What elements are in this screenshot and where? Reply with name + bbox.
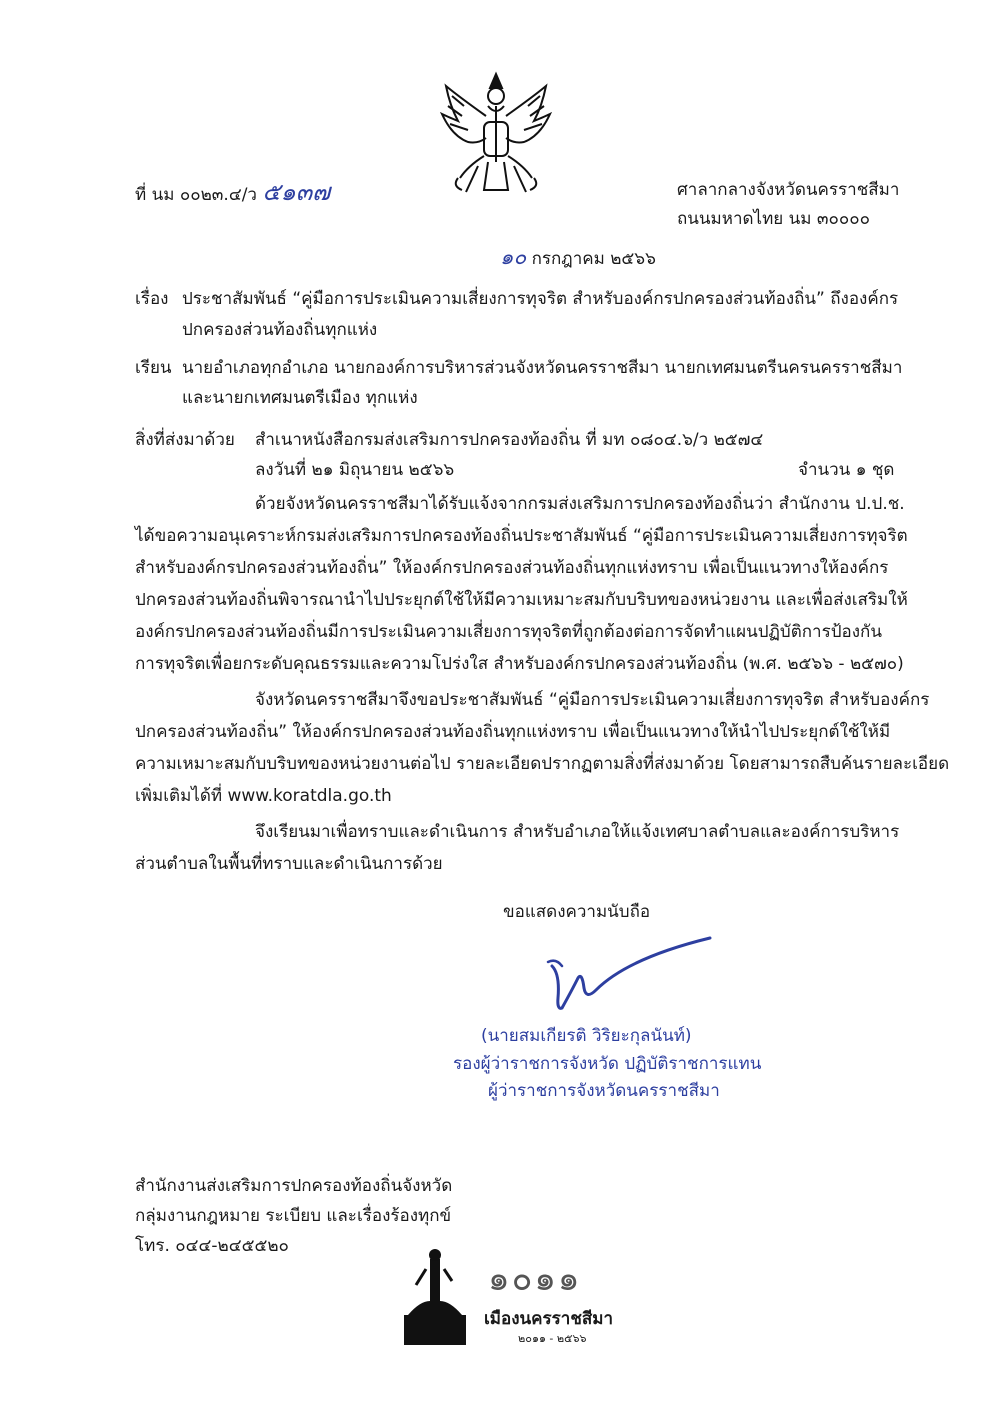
footer-division: กลุ่มงานกฎหมาย ระเบียบ และเรื่องร้องทุกข์ — [135, 1206, 452, 1226]
logo-city-name: เมืองนครราชสีมา — [484, 1309, 613, 1329]
reference-handwritten-number: ๕๑๓๗ — [262, 178, 331, 206]
enclosure-line-1: สำเนาหนังสือกรมส่งเสริมการปกครองท้องถิ่น ที่ มท ๐๘๐๔.๖/ว ๒๕๗๔ — [255, 430, 764, 450]
recipient-label: เรียน — [135, 358, 172, 378]
date-day-handwritten: ๑๐ — [500, 245, 527, 269]
subject-line-1: ประชาสัมพันธ์ “คู่มือการประเมินความเสี่ยงการทุจริต สำหรับองค์กรปกครองส่วนท้องถิ่น” ถึงองค์กร — [182, 289, 899, 309]
enclosure-label: สิ่งที่ส่งมาด้วย — [135, 430, 235, 450]
body-line: สำหรับองค์กรปกครองส่วนท้องถิ่น” ให้องค์กรปกครองส่วนท้องถิ่นทุกแห่งทราบ เพื่อเป็นแนวทางให้องค์กร — [135, 558, 889, 578]
signature-icon — [538, 928, 728, 1018]
logo-years: ๒๐๑๑ - ๒๕๖๖ — [518, 1332, 587, 1345]
address-line-2: ถนนมหาดไทย นม ๓๐๐๐๐ — [677, 209, 871, 229]
logo-script-text: ๑๐๑๑ — [488, 1259, 582, 1299]
body-line: ได้ขอความอนุเคราะห์กรมส่งเสริมการปกครองท้องถิ่นประชาสัมพันธ์ “คู่มือการประเมินความเสี่ยงการทุจริต — [135, 526, 908, 546]
body-line: ความเหมาะสมกับบริบทของหน่วยงานต่อไป รายละเอียดปรากฏตามสิ่งที่ส่งมาด้วย โดยสามารถสืบค้นรายละเอียด — [135, 754, 950, 774]
subject-label: เรื่อง — [135, 289, 169, 309]
body-line: องค์กรปกครองส่วนท้องถิ่นมีการประเมินความเสี่ยงการทุจริตที่ถูกต้องต่อการจัดทำแผนปฏิบัติการป้องกัน — [135, 622, 882, 642]
body-line: ปกครองส่วนท้องถิ่น” ให้องค์กรปกครองส่วนท้องถิ่นทุกแห่งทราบ เพื่อเป็นแนวทางให้นำไปประยุกต์ใช้ให้มี — [135, 722, 891, 742]
monument-icon — [400, 1245, 470, 1350]
signatory-title-1: รองผู้ว่าราชการจังหวัด ปฏิบัติราชการแทน — [453, 1054, 762, 1074]
garuda-emblem-icon — [438, 66, 554, 198]
closing-text: ขอแสดงความนับถือ — [503, 902, 651, 922]
signatory-title-2: ผู้ว่าราชการจังหวัดนครราชสีมา — [488, 1081, 720, 1101]
reference-number — [135, 172, 330, 211]
enclosure-count: จำนวน ๑ ชุด — [798, 460, 895, 480]
body-line: จึงเรียนมาเพื่อทราบและดำเนินการ สำหรับอำเภอให้แจ้งเทศบาลตำบลและองค์การบริหาร — [255, 822, 900, 842]
footer-office: สำนักงานส่งเสริมการปกครองท้องถิ่นจังหวัด — [135, 1176, 453, 1196]
body-line: การทุจริตเพื่อยกระดับคุณธรรมและความโปร่งใส สำหรับองค์กรปกครองส่วนท้องถิ่น (พ.ศ. ๒๕๖๖ - ๒๕๗๐) — [135, 654, 904, 674]
recipient-line-2: และนายกเทศมนตรีเมือง ทุกแห่ง — [182, 388, 418, 408]
footer-phone: โทร. ๐๔๔-๒๔๕๕๒๐ — [135, 1236, 289, 1256]
enclosure-line-2: ลงวันที่ ๒๑ มิถุนายน ๒๕๖๖ — [255, 460, 455, 480]
date-month-year: กรกฎาคม ๒๕๖๖ — [531, 249, 656, 269]
subject-line-2: ปกครองส่วนท้องถิ่นทุกแห่ง — [182, 320, 378, 340]
body-line: ปกครองส่วนท้องถิ่นพิจารณานำไปประยุกต์ใช้ให้มีความเหมาะสมกับบริบทของหน่วยงาน และเพื่อส่งเสริมให้ — [135, 590, 908, 610]
recipient-line-1: นายอำเภอทุกอำเภอ นายกองค์การบริหารส่วนจังหวัดนครราชสีมา นายกเทศมนตรีนครนครราชสีมา — [182, 358, 903, 378]
body-line: เพิ่มเติมได้ที่ www.koratdla.go.th — [135, 786, 392, 806]
address-line-1: ศาลากลางจังหวัดนครราชสีมา — [677, 180, 900, 200]
body-line: จังหวัดนครราชสีมาจึงขอประชาสัมพันธ์ “คู่มือการประเมินความเสี่ยงการทุจริต สำหรับองค์กร — [255, 690, 930, 710]
signatory-name: (นายสมเกียรติ วิริยะกุลนันท์) — [481, 1026, 692, 1046]
body-line: ส่วนตำบลในพื้นที่ทราบและดำเนินการด้วย — [135, 854, 443, 874]
body-line: ด้วยจังหวัดนครราชสีมาได้รับแจ้งจากกรมส่งเสริมการปกครองท้องถิ่นว่า สำนักงาน ป.ป.ช. — [255, 494, 905, 514]
reference-prefix: ที่ นม ๐๐๒๓.๔/ว — [135, 185, 257, 205]
city-logo — [400, 1245, 660, 1350]
letter-date — [500, 241, 656, 274]
